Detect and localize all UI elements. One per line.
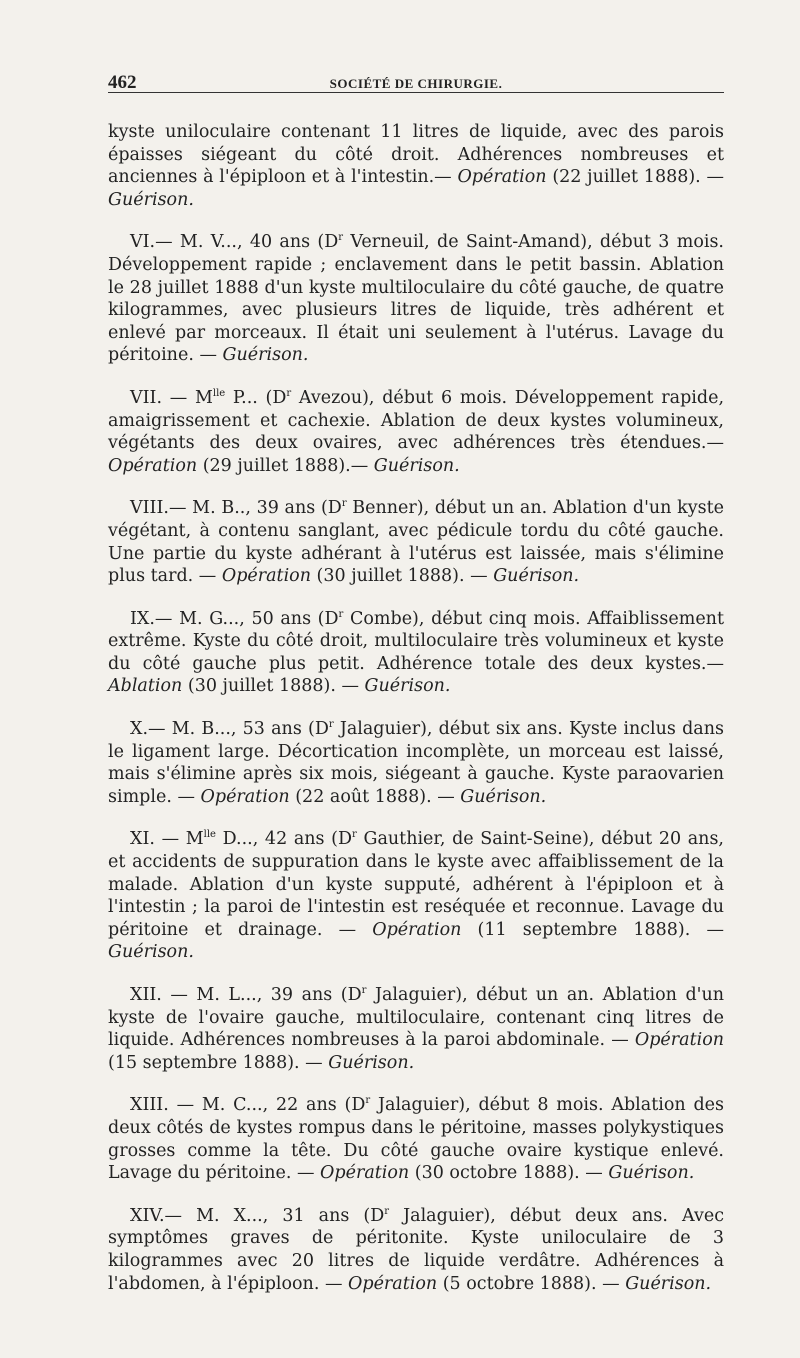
page-number: 462 [108, 72, 137, 93]
page-header [108, 68, 724, 93]
case-xi: XI. — $M^{lle}$ D..., 42 ans ($D^r$ Gauthier, de Saint-Seine), début 20 ans, et accidents de suppuration dans le kyste avec affaiblissement de la malade. Ablation d'un kyste supputé, adhérent à l'épiploon et à l'intestin ; la paroi de l'intestin est reséquée et reconnue. Lavage du péritoine et drainage. — Opération (11 septembre 1888). — Guérison. [108, 829, 724, 963]
case-vii: VII. — $M^{lle}$ P... ($D^r$ Avezou), début 6 mois. Développement rapide, amaigrissement et cachexie. Ablation de deux kystes volumineux, végétants des deux ovaires, avec adhérences très étendues.— Opération (29 juillet 1888).— Guérison. [108, 387, 725, 476]
case-ix: IX.— M. G..., 50 ans ($D^r$ Combe), début cinq mois. Affaiblissement extrême. Kyste du côté droit, multiloculaire très volumineux et kyste du côté gauche plus petit. Adhérence totale des deux kystes.— Ablation (30 juillet 1888). — Guérison. [108, 608, 724, 697]
running-title: SOCIÉTÉ DE CHIRURGIE. [329, 76, 503, 91]
case-vi: VI.— M. V..., 40 ans ($D^r$ Verneuil, de Saint-Amand), début 3 mois. Développement rapide ; enclavement dans le petit bassin. Ablation le 28 juillet 1888 d'un kyste multiloculaire du côté gauche, de quatre kilogrammes, avec plusieurs litres de liquide, très adhérent et enlevé par morceaux. Il était uni seulement à l'utérus. Lavage du péritoine. — Guérison. [108, 232, 724, 366]
page [108, 68, 724, 1315]
case-xiii: XIII. — M. C..., 22 ans ($D^r$ Jalaguier), début 8 mois. Ablation des deux côtés de kystes rompus dans le péritoine, masses polykystiques grosses comme la tête. Du côté gauche ovaire kystique enlevé. Lavage du péritoine. — Opération (30 octobre 1888). — Guérison. [108, 1095, 724, 1184]
paragraph-continuation: kyste uniloculaire contenant 11 litres de liquide, avec des parois épaisses siégeant du côté droit. Adhérences nombreuses et anciennes à l'épiploon et à l'intestin.— Opération (22 juillet 1888). — Guérison. [108, 122, 724, 210]
case-viii: VIII.— M. B.., 39 ans ($D^r$ Benner), début un an. Ablation d'un kyste végétant, à contenu sanglant, avec pédicule tordu du côté gauche. Une partie du kyste adhérant à l'utérus est laissée, mais s'élimine plus tard. — Opération (30 juillet 1888). — Guérison. [108, 498, 725, 587]
case-x: X.— M. B..., 53 ans ($D^r$ Jalaguier), début six ans. Kyste inclus dans le ligament large. Décortication incomplète, un morceau est laissé, mais s'élimine après six mois, siégeant à gauche. Kyste paraovarien simple. — Opération (22 août 1888). — Guérison. [108, 719, 724, 807]
case-xii: XII. — M. L..., 39 ans ($D^r$ Jalaguier), début un an. Ablation d'un kyste de l'ovaire gauche, multiloculaire, contenant cinq litres de liquide. Adhérences nombreuses à la paroi abdominale. — Opération (15 septembre 1888). — Guérison. [108, 985, 724, 1073]
text-body [108, 121, 724, 1295]
case-xiv: XIV.— M. X..., 31 ans ($D^r$ Jalaguier), début deux ans. Avec symptômes graves de péritonite. Kyste uniloculaire de 3 kilogrammes avec 20 litres de liquide verdâtre. Adhérences à l'abdomen, à l'épiploon. — Opération (5 octobre 1888). — Guérison. [108, 1205, 724, 1294]
